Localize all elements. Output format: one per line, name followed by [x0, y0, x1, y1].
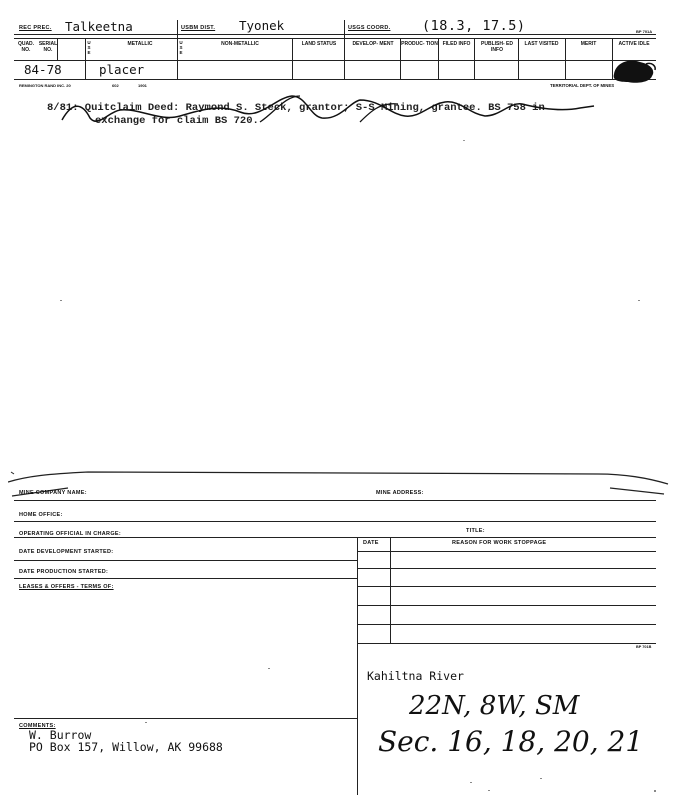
col-quad-no: QUAD. NO. [17, 41, 35, 53]
rule [14, 560, 357, 561]
home-office-label: HOME OFFICE: [19, 512, 63, 518]
speck [145, 722, 147, 723]
col-active-idle: ACTIVE IDLE [618, 41, 650, 47]
sections-handwriting: Sec. 16, 18, 20, 21 [378, 725, 644, 758]
scribble-strike-icon [60, 92, 600, 132]
rule [14, 500, 656, 501]
divider [438, 38, 439, 79]
quad-serial-value: 84-78 [24, 62, 62, 77]
date-development-label: DATE DEVELOPMENT STARTED: [19, 549, 114, 555]
comments-label: COMMENTS: [19, 723, 56, 729]
col-development: DEVELOP- MENT [352, 41, 394, 47]
rule [357, 551, 656, 552]
usgs-coord-value: (18.3, 17.5) [422, 18, 526, 34]
col-non-metallic: NON-METALLIC [221, 41, 259, 47]
metallic-value: placer [99, 62, 145, 77]
leases-label: LEASES & OFFERS - TERMS OF: [19, 584, 114, 590]
speck [488, 790, 490, 791]
reason-header: REASON FOR WORK STOPPAGE [452, 540, 547, 546]
code-1: 602 [112, 83, 119, 88]
speck [268, 668, 270, 669]
form-number: BP 701A [636, 29, 653, 34]
divider [344, 20, 345, 79]
rule [14, 537, 656, 538]
usgs-coord-label: USGS COORD. [348, 25, 391, 31]
department-line: TERRITORIAL DEPT. OF MINES [550, 83, 615, 88]
rule [357, 624, 656, 625]
col-metallic: METALLIC [127, 41, 153, 47]
printer-line: REMINGTON RAND INC. 20 [19, 83, 71, 88]
col-published-info: PUBLISH- ED INFO [481, 41, 513, 53]
col-land-status: LAND STATUS [301, 41, 337, 47]
form-number-2: BP 701B [636, 645, 652, 649]
column-bottom-rule [14, 60, 656, 61]
usbm-dist-label: USBM DIST. [181, 25, 216, 31]
rule [14, 521, 656, 522]
speck [638, 300, 640, 301]
entry-line-1: 8/81: Quitclaim Deed: Raymond S. Steck, grantor; S-S Mining, grantee. BS 758 in [47, 102, 545, 114]
col-us-2: U S E [179, 40, 183, 55]
header-top-rule [14, 34, 656, 35]
township-handwriting: 22N, 8W, SM [409, 691, 580, 721]
rule [357, 568, 656, 569]
entry-line-2: exchange for claim BS 720. [95, 115, 259, 127]
date-header: DATE [363, 540, 379, 546]
title-label: TITLE: [466, 528, 485, 534]
rule [357, 605, 656, 606]
date-production-label: DATE PRODUCTION STARTED: [19, 569, 109, 575]
operating-official-label: OPERATING OFFICIAL IN CHARGE: [19, 531, 121, 537]
speck [654, 790, 656, 792]
col-serial-no: SERIAL NO. [38, 41, 58, 53]
divider [292, 38, 293, 79]
rule [357, 643, 656, 644]
row-bottom-rule [14, 79, 656, 80]
col-last-visited: LAST VISITED [524, 41, 559, 47]
usbm-dist-value: Tyonek [239, 18, 285, 33]
divider [474, 38, 475, 79]
divider [357, 537, 358, 795]
ink-blot-icon [610, 56, 658, 86]
code-2: 1901 [138, 83, 147, 88]
speck [463, 140, 465, 141]
speck [470, 782, 472, 783]
col-us-1: U S E [87, 40, 91, 55]
comments-name: W. Burrow [29, 728, 92, 742]
rec-prec-label: REC PREC. [19, 25, 52, 31]
card-edge-curve [8, 468, 672, 498]
mine-address-label: MINE ADDRESS: [376, 490, 424, 496]
mine-company-name-label: MINE COMPANY NAME: [19, 490, 87, 496]
col-merit: MERIT [580, 41, 597, 47]
divider [390, 537, 391, 643]
col-production: PRODUC- TION [401, 41, 438, 47]
comments-address: PO Box 157, Willow, AK 99688 [29, 740, 223, 754]
speck [540, 778, 542, 779]
col-filed-info: FILED INFO [442, 41, 471, 47]
speck [60, 300, 62, 301]
river-note: Kahiltna River [367, 669, 464, 683]
header-col-rule [14, 38, 656, 39]
rule [14, 718, 357, 719]
rule [14, 578, 357, 579]
rec-prec-value: Talkeetna [65, 19, 133, 34]
rule [357, 586, 656, 587]
